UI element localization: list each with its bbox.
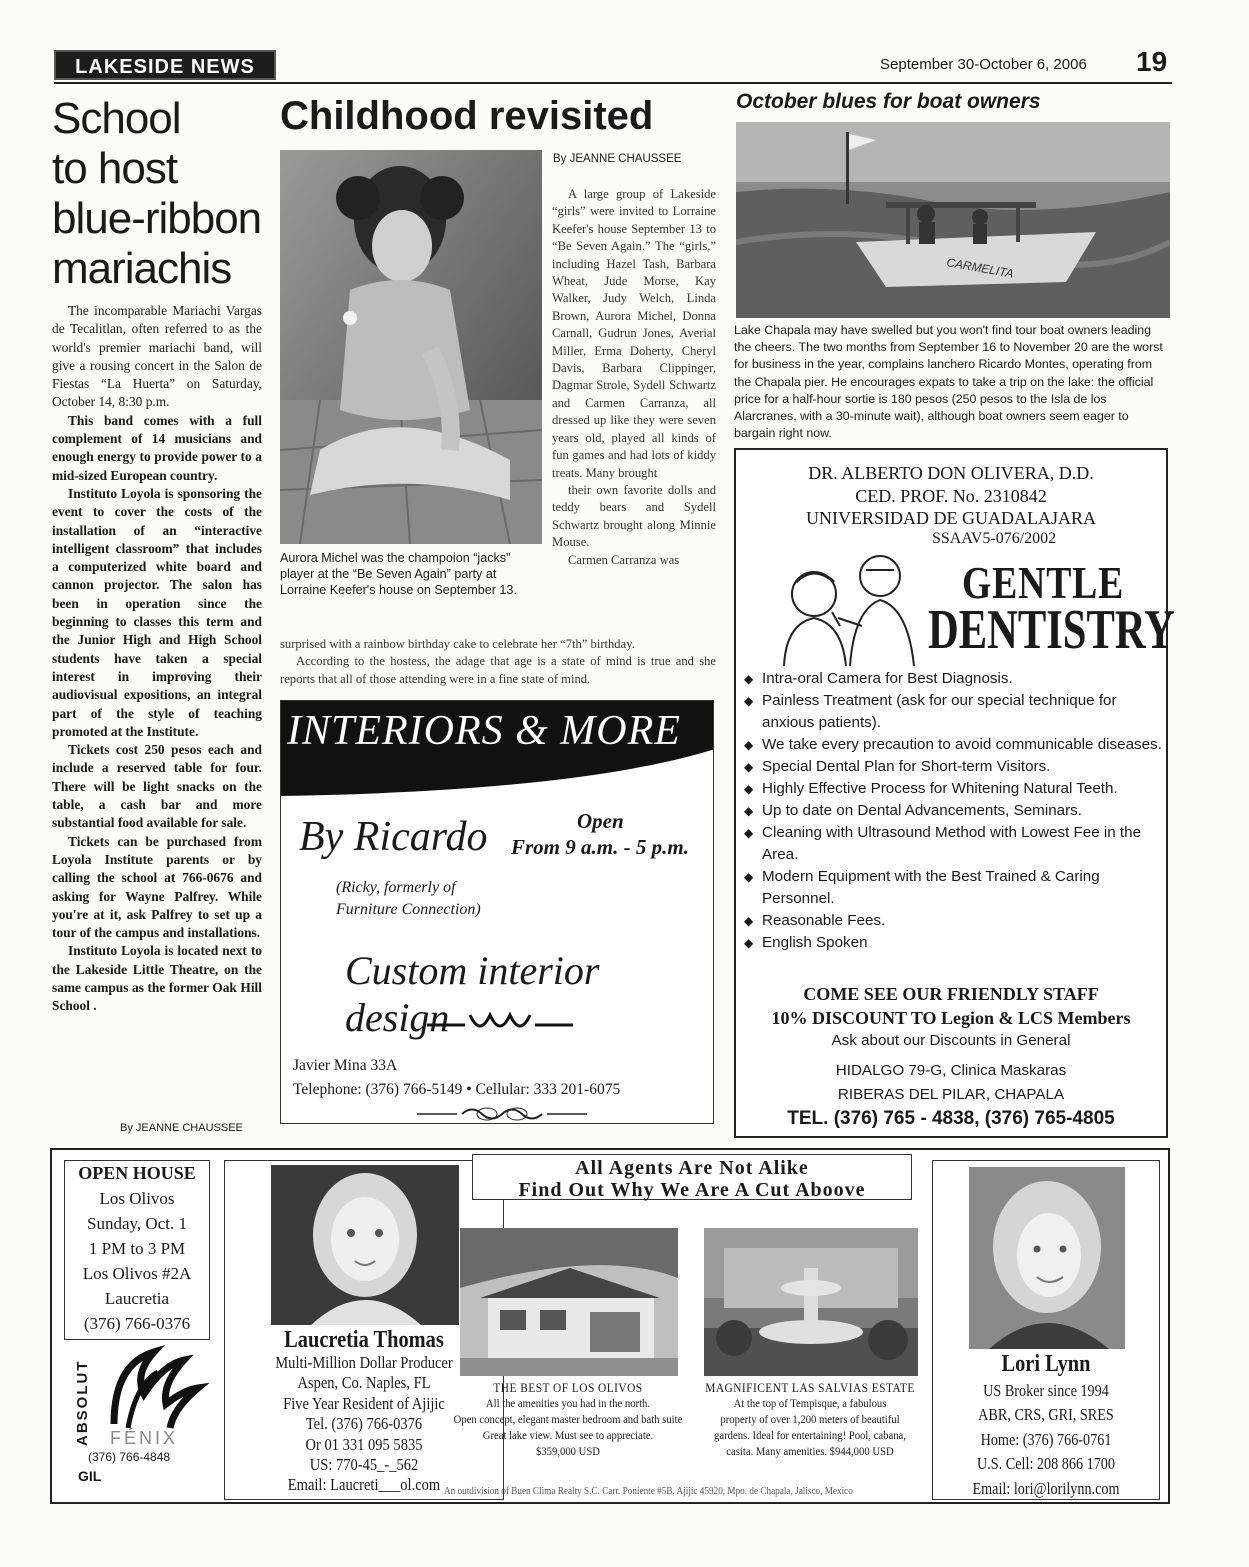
open-house-line: (376) 766-0376 [83, 1314, 191, 1333]
los-olivos-house-photo [460, 1228, 678, 1376]
dentist-university: UNIVERSIDAD DE GUADALAJARA [806, 508, 1096, 528]
detail-line: Home: (376) 766-0761 [980, 1429, 1112, 1449]
service-item: ◆ We take every precaution to avoid communicable diseases. [742, 734, 1166, 756]
article-paragraph: Tickets cost 250 pesos each and include a reserved table for four. There will be light snacks on the table, a cash bar and more substantial food available for sale. [52, 742, 262, 831]
dentist-patient-illustration [754, 546, 938, 666]
section-masthead: LAKESIDE NEWS [54, 50, 276, 80]
headline-line: blue-ribbon [52, 194, 262, 243]
fenix-phone: (376) 766-4848 [88, 1450, 171, 1464]
article-paragraph: Carmen Carranza was [568, 552, 680, 567]
realty-ad [50, 1148, 1170, 1504]
open-hours: From 9 a.m. - 5 p.m. [511, 835, 689, 859]
article-paragraph: Instituto Loyola is sponsoring the event to cover the costs of the installation of an “interactive intelligent classroom” that includes a computerized white board and cannon projector. The salon has been in operation since the beginning to classes this term and the Junior High and High School students have taken a special interest in improving their audiovisual expositions, an integral part of the style of teaching promoted at the Institute. [52, 485, 262, 739]
note-line: Furniture Connection) [336, 901, 481, 918]
detail-line: US: 770-45_-_562 [309, 1455, 419, 1475]
childhood-article-column [552, 186, 716, 569]
open-label: Open [577, 809, 624, 833]
absolut-brand: ABSOLUT [74, 1359, 91, 1446]
dentist-address-line: RIBERAS DEL PILAR, CHAPALA [837, 1086, 1065, 1103]
dentist-phone: TEL. (376) 765 - 4838, (376) 765-4805 [787, 1108, 1115, 1129]
detail-line: U.S. Cell: 208 866 1700 [977, 1454, 1115, 1474]
open-house-line: 1 PM to 3 PM [88, 1239, 186, 1258]
jacks-photo-image [280, 150, 542, 544]
childhood-byline: By JEANNE CHAUSSEE [553, 153, 682, 165]
service-item: ◆ Reasonable Fees. [742, 910, 1166, 932]
agents-slogan-line: Find Out Why We Are A Cut Aboove [518, 1179, 866, 1201]
lori-name: Lori Lynn [1001, 1351, 1091, 1377]
detail-line: Aspen, Co. Naples, FL [297, 1373, 431, 1393]
dentist-cta-staff: COME SEE OUR FRIENDLY STAFF [803, 984, 1099, 1004]
headline-line: School [52, 94, 181, 143]
article-paragraph: The incomparable Mariachi Vargas de Tecalitlan, often referred to as the world's premier mariachi band, will give a rousing concert in the Salon de Fiestas “La Huerta” on Saturday, October 14, 8:30 p.m. [52, 303, 262, 410]
laucretia-name: Laucretia Thomas [284, 1327, 444, 1353]
detail-line: US Broker since 1994 [983, 1381, 1109, 1400]
listing-line: All the amenities you had in the north. [485, 1397, 651, 1410]
school-article-body [52, 302, 262, 1016]
laucretia-details [242, 1353, 487, 1496]
article-paragraph: This band comes with a full complement of 14 musicians and enough energy to provide power to a mid-sized European country. [52, 412, 262, 483]
listing-line: gardens. Ideal for entertaining! Pool, cabana, [714, 1429, 906, 1442]
detail-line: Or 01 331 095 5835 [305, 1434, 423, 1454]
interiors-phones: Telephone: (376) 766-5149 • Cellular: 333 201-6075 [293, 1081, 621, 1098]
gentle-title: GENTLE [962, 557, 1125, 608]
school-headline [52, 94, 272, 294]
headline-line: mariachis [52, 244, 232, 293]
detail-line: Five Year Resident of Ajijic [283, 1393, 445, 1413]
service-item: ◆ Up to date on Dental Advancements, Seminars. [742, 800, 1166, 822]
listing-line: Great lake view. Must see to appreciate. [482, 1429, 654, 1442]
childhood-article-wide [280, 636, 716, 688]
article-paragraph: According to the hostess, the adage that age is a state of mind is true and she reports that all of those attending were in a fine state of mind. [280, 654, 716, 686]
interiors-title: INTERIORS & MORE [287, 708, 681, 754]
boat-photo [736, 122, 1170, 318]
los-olivos-listing [452, 1380, 684, 1460]
dentist-cta-general: Ask about our Discounts in General [831, 1032, 1071, 1049]
jacks-photo [280, 150, 542, 544]
dentist-ssaav: SSAAV5-076/2002 [932, 530, 1057, 547]
article-paragraph: their own favorite dolls and teddy bears and Sydell Schwartz brought along Minnie Mouse. [552, 482, 716, 550]
listing-line: casita. Many amenities. $944,000 USD [726, 1445, 894, 1458]
boat-photo-caption: Lake Chapala may have swelled but you won't find tour boat owners leading the cheers. The two months from September 16 to November 20 are the worst for business in the year, complains lanchero Ricardo Montes, operating from the Chapala pier. He encourages expats to take a trip on the lake: the official price for a half-hour sortie is 180 pesos (250 pesos to the Isla de los Alarcranes, with a 30-minute wait), although boat owners seem eager to bargain right now. [734, 323, 1163, 441]
fenix-brand: FÉNIX [110, 1428, 179, 1448]
service-item: ◆ Intra-oral Camera for Best Diagnosis. [742, 668, 1166, 690]
dentist-address-line: HIDALGO 79-G, Clinica Maskaras [835, 1062, 1067, 1079]
detail-line: Email: lori@lorilynn.com [972, 1478, 1120, 1498]
boat-name: CARMELITA [945, 255, 1015, 281]
listing-line: property of over 1,200 meters of beautiful [720, 1413, 900, 1426]
listing-line: Open concept, elegant master bedroom and bath suite [453, 1413, 683, 1426]
jacks-photo-caption: Aurora Michel was the champoion “jacks” player at the “Be Seven Again” party at Lorraine Keefer's house on September 13. [280, 551, 517, 597]
detail-line: Multi-Million Dollar Producer [275, 1353, 453, 1372]
detail-line: Email: Laucreti___ol.com [287, 1475, 441, 1495]
service-item: ◆ Modern Equipment with the Best Trained & Caring Personnel. [742, 866, 1166, 910]
open-house-title: OPEN HOUSE [78, 1163, 196, 1183]
dentistry-title: DENTISTRY [928, 599, 1175, 661]
service-item: ◆ Painless Treatment (ask for our special technique for anxious patients). [742, 690, 1166, 734]
interiors-address: Javier Mina 33A [293, 1057, 398, 1074]
note-line: (Ricky, formerly of [336, 879, 456, 896]
listing-title: MAGNIFICENT LAS SALVIAS ESTATE [705, 1381, 915, 1395]
dentist-license: CED. PROF. No. 2310842 [855, 486, 1047, 506]
page-number: 19 [1136, 46, 1168, 77]
listing-title: THE BEST OF LOS OLIVOS [493, 1381, 643, 1395]
headline-line: to host [52, 144, 178, 193]
boat-headline: October blues for boat owners [736, 90, 1041, 113]
listing-line: At the top of Tempisque, a fabulous [733, 1397, 887, 1410]
open-house-line: Los Olivos [99, 1189, 175, 1208]
open-house-line: Laucretia [104, 1289, 170, 1308]
ornament-flourish-icon [425, 1007, 575, 1037]
interiors-ad [280, 700, 714, 1124]
open-house-line: Sunday, Oct. 1 [87, 1214, 187, 1233]
boat-photo-image [736, 122, 1170, 318]
las-salvias-listing [700, 1380, 921, 1460]
listing-line: $359,000 USD [535, 1445, 600, 1458]
dentist-ad [734, 448, 1175, 1138]
lori-details [949, 1379, 1143, 1501]
service-item: ◆ Special Dental Plan for Short-term Visitors. [742, 756, 1166, 778]
childhood-headline: Childhood revisited [280, 94, 654, 138]
article-paragraph: Tickets can be purchased from Loyola Institute parents or by calling the school at 766-0676 and asking for Wayne Palfrey. While you're at it, ask Palfrey to set up a tour of the campus and installations. [52, 833, 262, 941]
laucretia-portrait [271, 1165, 459, 1325]
open-house-line: Los Olivos #2A [82, 1264, 192, 1283]
service-item: ◆ English Spoken [742, 932, 1166, 954]
lori-portrait [969, 1167, 1125, 1349]
detail-line: Tel. (376) 766-0376 [305, 1414, 423, 1434]
article-paragraph: Instituto Loyola is located next to the Lakeside Little Theatre, on the same campus as the former Oak Hill School . [52, 943, 262, 1014]
article-paragraph: surprised with a rainbow birthday cake to celebrate her “7th” birthday. [280, 637, 635, 651]
las-salvias-estate-photo [704, 1228, 918, 1376]
issue-date: September 30-October 6, 2006 [880, 56, 1087, 73]
buen-clima-footer: An outdivision of Buen Clima Realty S.C. Carr. Poniente #5B, Ajijic 45920, Mpo. de Chapala, Jalisco, Mexico [444, 1486, 853, 1497]
article-paragraph: A large group of Lakeside “girls” were invited to Lorraine Keefer's house September 13 to “Be Seven Again.” The “girls,” including Hazel Tash, Barbara Wheat, Jude Morse, Kay Walker, Judy Welch, Linda Brown, Aurora Michel, Donna Carnall, Gudrun Jones, Averial Miller, Erma Doherty, Cheryl Davis, Barbara Clippinger, Dagmar Strole, Sydell Schwartz and Carmen Carranza, all dressed up like they were seven years old, played all kinds of fun games and had lots of kiddy treats. Many brought [552, 187, 716, 480]
ricardo-signature: By Ricardo [299, 814, 488, 860]
agents-slogan-line: All Agents Are Not Alike [575, 1157, 809, 1179]
service-item: ◆ Highly Effective Process for Whitening Natural Teeth. [742, 778, 1166, 800]
school-byline: By JEANNE CHAUSSEE [120, 1122, 243, 1134]
open-house-box [64, 1160, 210, 1340]
agents-slogan-box [472, 1154, 912, 1200]
dentist-services-list [742, 668, 1166, 954]
detail-line: ABR, CRS, GRI, SRES [978, 1405, 1114, 1425]
dentist-cta-discount: 10% DISCOUNT TO Legion & LCS Members [771, 1008, 1131, 1028]
dentist-name: DR. ALBERTO DON OLIVERA, D.D. [808, 463, 1094, 483]
lori-box [932, 1160, 1160, 1500]
service-item: ◆ Cleaning with Ultrasound Method with Lowest Fee in the Area. [742, 822, 1166, 866]
ricky-note [336, 877, 481, 921]
ornament-scroll-icon [417, 1105, 587, 1123]
custom-interior-design: Custom interior design [345, 948, 600, 1040]
fenix-affiliate-logos: GIL [78, 1468, 102, 1484]
header-rule [54, 82, 1172, 84]
